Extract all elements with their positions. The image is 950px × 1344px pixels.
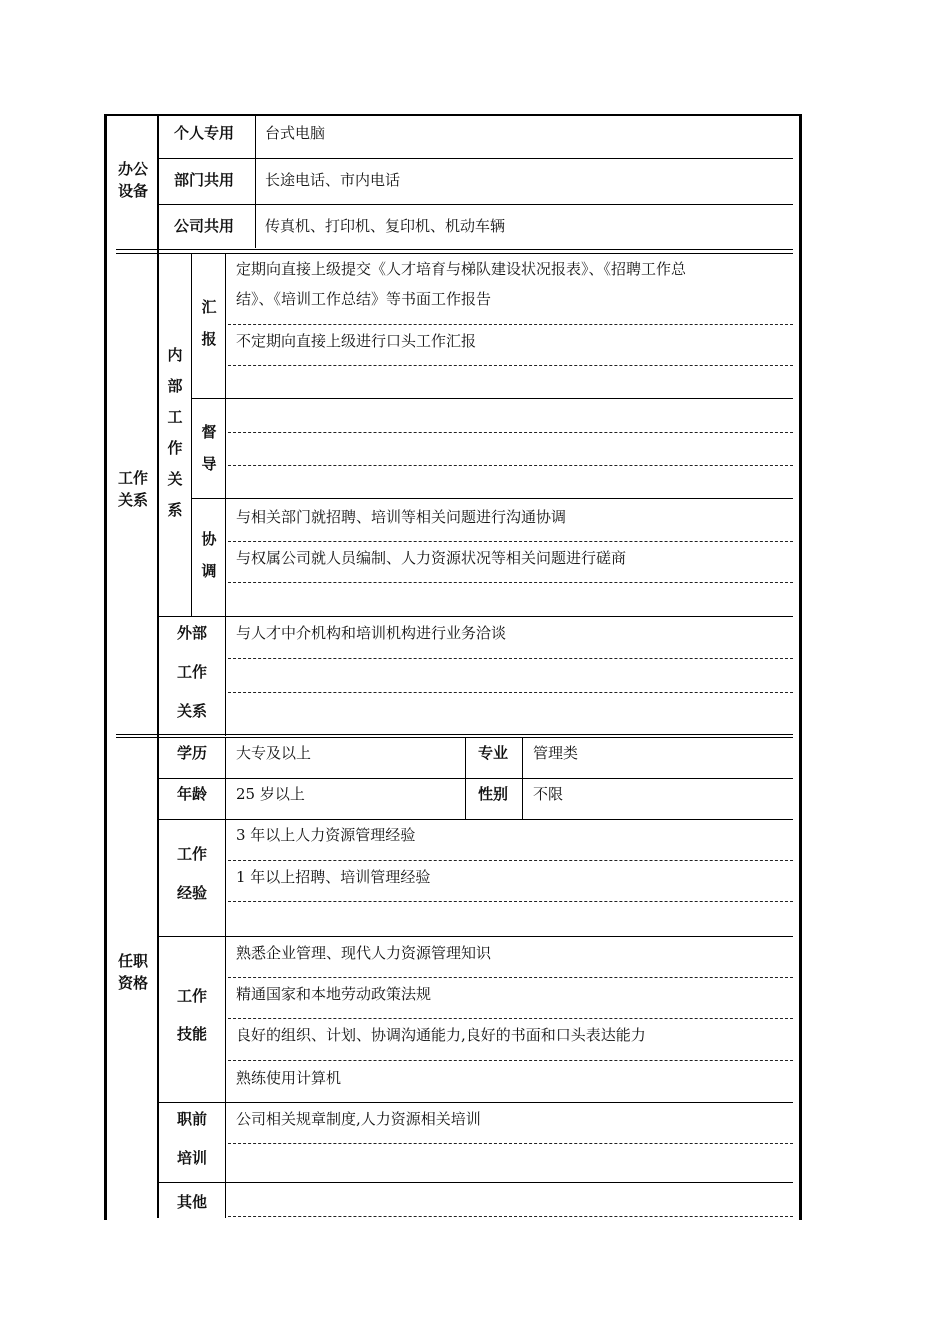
- value-personal: 台式电脑: [265, 124, 326, 142]
- col-divider-1: [157, 116, 159, 1218]
- dashed-line: [228, 432, 793, 433]
- section-title-work-relations: 工作关系: [117, 469, 148, 509]
- label-personal: 个人专用: [174, 124, 235, 142]
- supervise-label: 督导: [201, 423, 217, 473]
- row-divider: [158, 204, 793, 205]
- dashed-line: [228, 860, 793, 861]
- dashed-line: [228, 365, 793, 366]
- dashed-line: [228, 541, 793, 542]
- col-divider-5: [522, 738, 523, 820]
- value-major: 管理类: [533, 744, 579, 762]
- row-divider: [192, 398, 793, 399]
- col-divider-3: [225, 738, 226, 1218]
- value-gender: 不限: [533, 785, 564, 803]
- row-divider: [158, 778, 793, 779]
- label-gender: 性别: [478, 785, 509, 803]
- value-department: 长途电话、市内电话: [265, 171, 401, 189]
- report-item-2: 不定期向直接上级进行口头工作汇报: [236, 332, 477, 350]
- internal-relations-label: 内部工作关系: [167, 346, 183, 519]
- section-divider: [116, 249, 793, 250]
- coordinate-label: 协调: [201, 530, 217, 580]
- label-other: 其他: [177, 1193, 208, 1211]
- experience-item-1: 3 年以上人力资源管理经验: [236, 826, 416, 844]
- coordinate-item-1: 与相关部门就招聘、培训等相关问题进行沟通协调: [236, 508, 567, 526]
- skills-item-3: 良好的组织、计划、协调沟通能力,良好的书面和口头表达能力: [236, 1026, 646, 1044]
- dashed-line: [228, 901, 793, 902]
- dashed-line: [228, 1060, 793, 1061]
- section-divider: [116, 734, 793, 735]
- row-divider: [158, 819, 793, 820]
- label-age: 年龄: [177, 785, 208, 803]
- row-divider: [255, 116, 256, 248]
- label-company: 公司共用: [174, 217, 235, 235]
- dashed-line: [228, 582, 793, 583]
- dashed-line: [228, 1018, 793, 1019]
- row-divider: [158, 1102, 793, 1103]
- skills-item-2: 精通国家和本地劳动政策法规: [236, 985, 432, 1003]
- section-divider: [116, 737, 793, 738]
- dashed-line: [228, 465, 793, 466]
- external-relations-label-2: 工作: [177, 663, 208, 681]
- coordinate-item-2: 与权属公司就人员编制、人力资源状况等相关问题进行磋商: [236, 549, 627, 567]
- row-divider: [158, 616, 793, 617]
- external-relations-label-1: 外部: [177, 624, 208, 642]
- report-item-1a: 定期向直接上级提交《人才培育与梯队建设状况报表》、《招聘工作总: [236, 260, 687, 278]
- label-training-2: 培训: [177, 1149, 208, 1167]
- label-education: 学历: [177, 744, 208, 762]
- col-divider-2: [191, 253, 192, 617]
- section-title-qualifications: 任职资格: [117, 952, 148, 992]
- external-item-1: 与人才中介机构和培训机构进行业务洽谈: [236, 624, 507, 642]
- row-divider: [158, 936, 793, 937]
- skills-item-1: 熟悉企业管理、现代人力资源管理知识: [236, 944, 492, 962]
- label-department: 部门共用: [174, 171, 235, 189]
- label-experience-2: 经验: [177, 884, 208, 902]
- col-divider-3: [225, 253, 226, 736]
- dashed-line: [228, 692, 793, 693]
- row-divider: [192, 498, 793, 499]
- row-divider: [158, 1182, 793, 1183]
- dashed-line: [228, 324, 793, 325]
- experience-item-2: 1 年以上招聘、培训管理经验: [236, 868, 431, 886]
- value-education: 大专及以上: [236, 744, 312, 762]
- label-experience-1: 工作: [177, 845, 208, 863]
- label-training-1: 职前: [177, 1110, 208, 1128]
- section-divider: [116, 253, 793, 254]
- section-title-office-equipment: 办公设备: [117, 160, 148, 200]
- training-item-1: 公司相关规章制度,人力资源相关培训: [236, 1110, 481, 1128]
- report-label: 汇报: [201, 298, 217, 348]
- label-skills-1: 工作: [177, 987, 208, 1005]
- job-description-table: [104, 114, 802, 1220]
- report-item-1b: 结》、《培训工作总结》等书面工作报告: [236, 290, 492, 308]
- dashed-line: [228, 1143, 793, 1144]
- external-relations-label-3: 关系: [177, 702, 208, 720]
- value-company: 传真机、打印机、复印机、机动车辆: [265, 217, 506, 235]
- dashed-line: [228, 1216, 793, 1217]
- label-skills-2: 技能: [177, 1025, 208, 1043]
- skills-item-4: 熟练使用计算机: [236, 1069, 342, 1087]
- row-divider: [158, 158, 793, 159]
- dashed-line: [228, 977, 793, 978]
- col-divider-4: [465, 738, 466, 820]
- label-major: 专业: [478, 744, 509, 762]
- dashed-line: [228, 658, 793, 659]
- value-age: 25 岁以上: [236, 785, 305, 803]
